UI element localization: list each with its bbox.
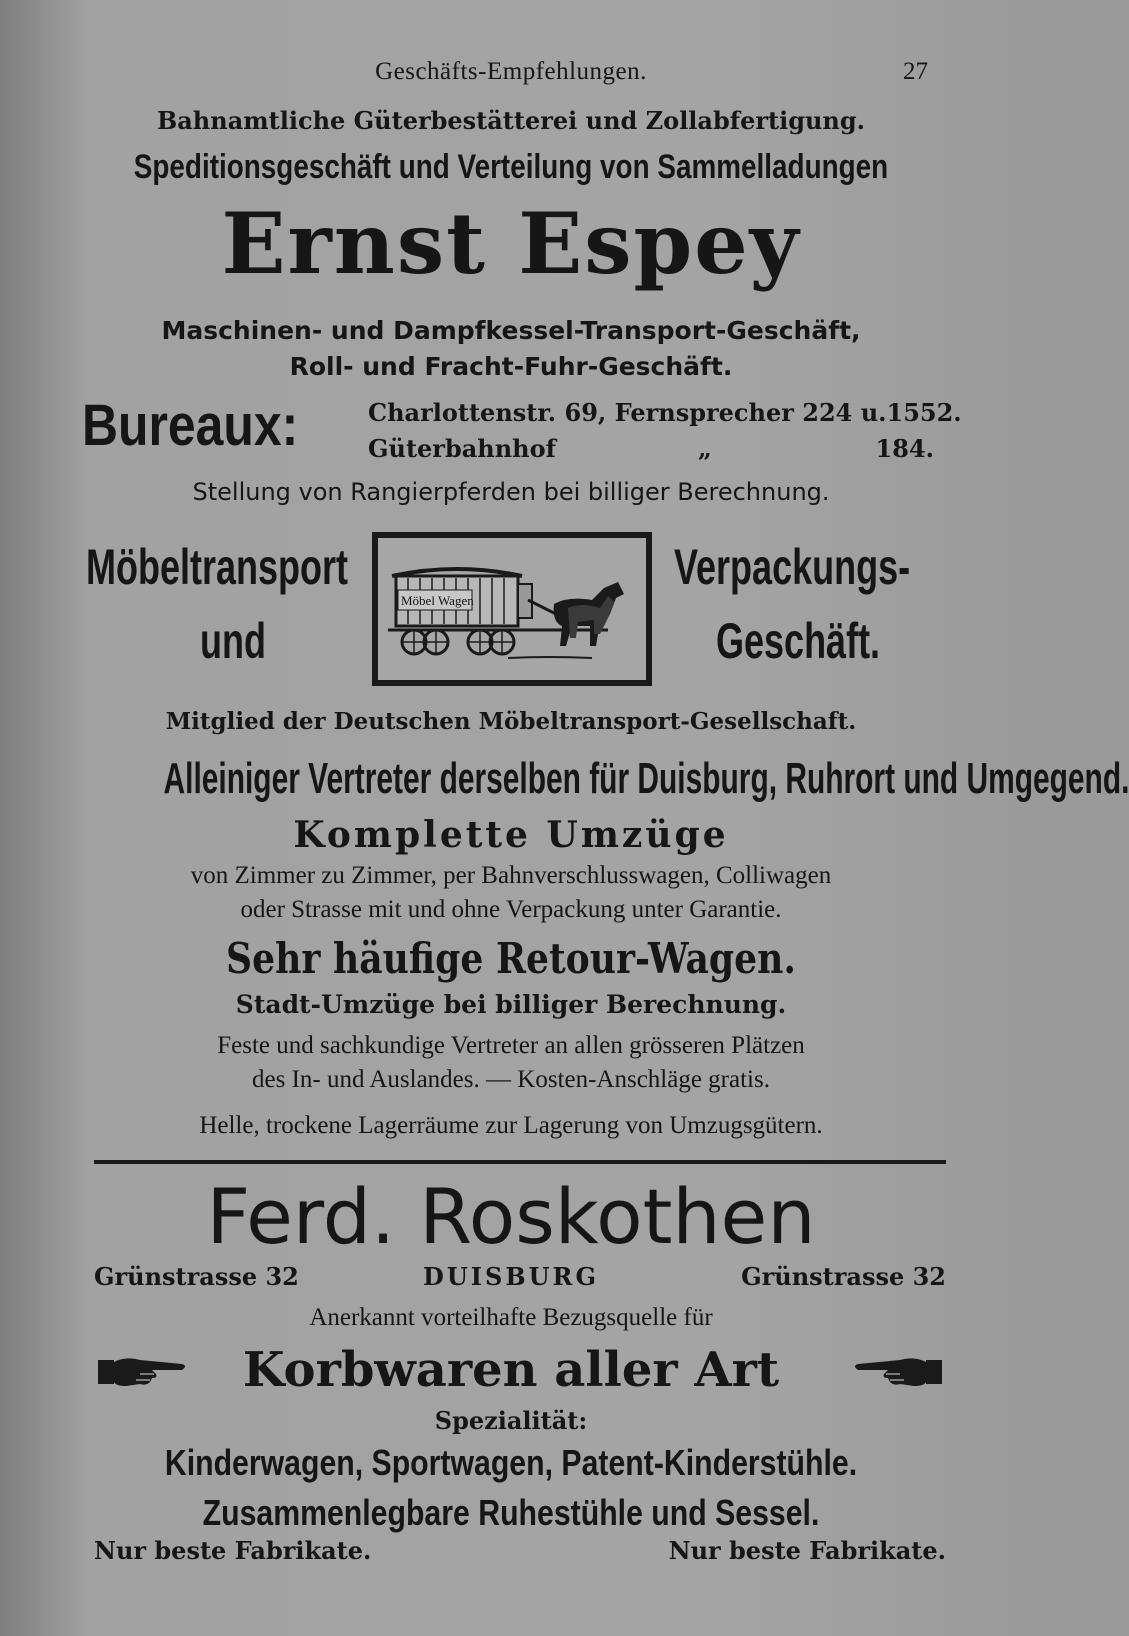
representatives-line-2: des In- und Auslandes. — Kosten-Anschläge gratis. bbox=[252, 1066, 770, 1093]
moves-detail-1: von Zimmer zu Zimmer, per Bahnverschlusswagen, Colliwagen bbox=[190, 862, 832, 889]
espey-tagline-1: Bahnamtliche Güterbestätterei und Zollabfertigung. bbox=[156, 106, 866, 135]
verpackungs-heading: Verpackungs- bbox=[674, 539, 911, 595]
speciality-items-2: Zusammenlegbare Ruhestühle und Sessel. bbox=[202, 1492, 820, 1533]
pointing-hand-left-icon bbox=[852, 1352, 944, 1392]
bureau-address-2-place: Güterbahnhof bbox=[368, 434, 556, 463]
complete-moves-heading: Komplette Umzüge bbox=[293, 814, 729, 856]
speciality-label: Spezialität: bbox=[434, 1406, 588, 1435]
verpackungs-geschaeft: Geschäft. bbox=[716, 613, 881, 669]
espey-services-2: Roll- und Fracht-Fuhr-Geschäft. bbox=[289, 352, 733, 381]
espey-brand-name: Ernst Espey bbox=[221, 194, 801, 293]
roskothen-city: DUISBURG bbox=[423, 1262, 599, 1291]
city-moves-line: Stadt-Umzüge bei billiger Berechnung. bbox=[235, 990, 787, 1019]
bureau-address-2 bbox=[368, 434, 934, 463]
wagon-illustration-frame bbox=[372, 532, 652, 686]
sole-representative-line: Alleiniger Vertreter derselben für Duisburg, Ruhrort und Umgegend. bbox=[163, 754, 1129, 803]
roskothen-address-right: Grünstrasse 32 bbox=[741, 1262, 946, 1291]
moebeltransport-und: und bbox=[200, 613, 266, 669]
storage-line: Helle, trockene Lagerräume zur Lagerung von Umzugsgütern. bbox=[199, 1112, 823, 1139]
horse-drawn-wagon-icon bbox=[378, 538, 646, 680]
footer-quality-left: Nur beste Fabrikate. bbox=[94, 1536, 372, 1565]
roskothen-brand-name: Ferd. Roskothen bbox=[206, 1172, 816, 1261]
section-divider bbox=[94, 1160, 946, 1164]
moebeltransport-heading: Möbeltransport bbox=[86, 539, 349, 595]
bureau-address-1: Charlottenstr. 69, Fernsprecher 224 u.1552. bbox=[368, 398, 962, 427]
espey-tagline-2: Speditionsgeschäft und Verteilung von Sammelladungen bbox=[133, 148, 889, 186]
bureaux-label: Bureaux: bbox=[82, 393, 299, 458]
roskothen-address-left: Grünstrasse 32 bbox=[94, 1262, 299, 1291]
espey-horses-line: Stellung von Rangierpferden bei billiger Berechnung. bbox=[192, 478, 830, 506]
moves-detail-2: oder Strasse mit und ohne Verpackung unter Garantie. bbox=[240, 896, 782, 923]
korbwaren-heading: Korbwaren aller Art bbox=[242, 1342, 780, 1398]
footer-quality-right: Nur beste Fabrikate. bbox=[668, 1536, 946, 1565]
wagon-label: Möbel Wagen bbox=[401, 593, 474, 608]
running-header: Geschäfts-Empfehlungen. bbox=[375, 58, 647, 85]
representatives-line-1: Feste und sachkundige Vertreter an allen grösseren Plätzen bbox=[217, 1032, 805, 1059]
espey-services-1: Maschinen- und Dampfkessel-Transport-Geschäft, bbox=[161, 316, 861, 345]
bureau-address-2-phone: 184. bbox=[875, 434, 934, 463]
bureau-address-2-ditto: „ bbox=[698, 434, 712, 463]
page-number: 27 bbox=[903, 58, 928, 85]
return-wagons-heading: Sehr häufige Retour-Wagen. bbox=[226, 934, 796, 983]
membership-line: Mitglied der Deutschen Möbeltransport-Gesellschaft. bbox=[165, 708, 857, 735]
roskothen-intro: Anerkannt vorteilhafte Bezugsquelle für bbox=[309, 1304, 713, 1331]
speciality-items-1: Kinderwagen, Sportwagen, Patent-Kinderstühle. bbox=[164, 1442, 858, 1483]
